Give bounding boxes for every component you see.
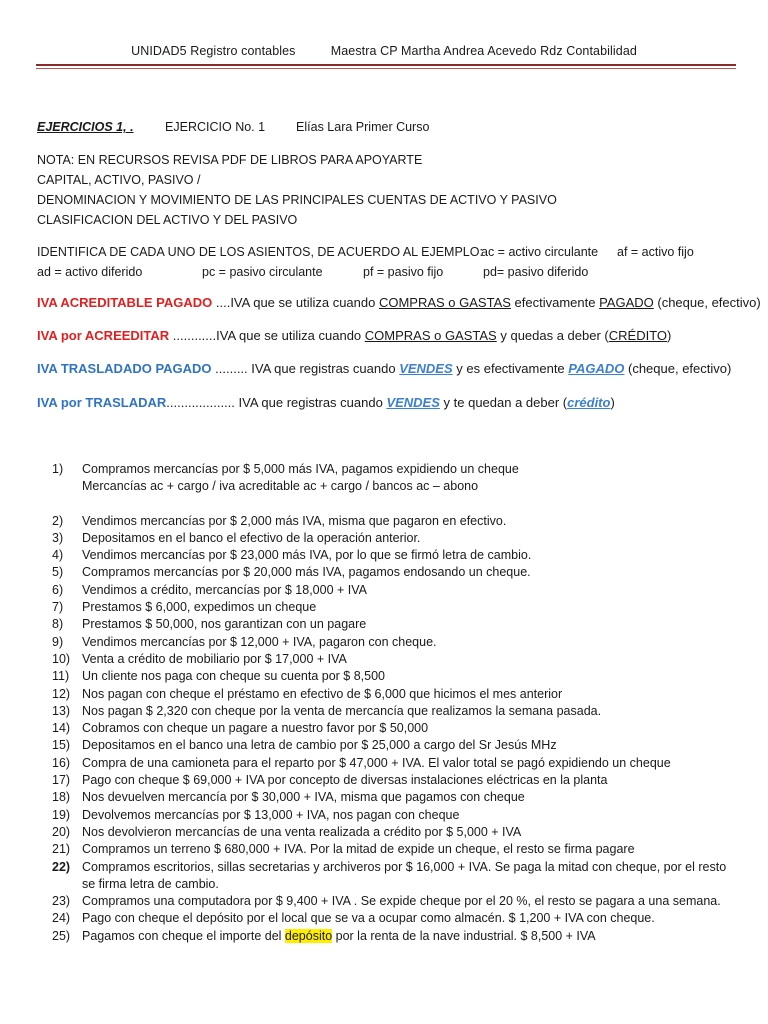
ejercicio-number: EJERCICIO No. 1 [165,120,266,134]
exercise-number: 19) [52,807,71,822]
exercise-text: Depositamos en el banco una letra de cambio por $ 25,000 a cargo del Sr Jesús MHz [82,738,557,753]
exercise-item [52,859,742,894]
exercise-item [52,807,742,824]
exercise-number: 8) [52,617,64,632]
iva-desc: ......... IVA que registras cuando [211,361,400,376]
exercise-text: Prestamos $ 6,000, expedimos un cheque [82,600,317,615]
iva-desc: ....IVA que se utiliza cuando [212,295,379,310]
exercise-item [52,461,742,496]
nota-section [37,150,738,230]
exercise-number: 22) [52,859,71,874]
iva-desc: y es efectivamente [452,361,569,376]
spacer [52,496,742,513]
exercise-text: Compramos un terreno $ 680,000 + IVA. Por la mitad de expide un cheque, el resto se firma pagare [82,842,635,857]
exercise-item [52,703,742,720]
exercise-item [52,910,742,927]
exercise-item [52,893,742,910]
exercise-number: 16) [52,755,71,770]
iva-desc: (cheque, efectivo) [624,361,732,376]
iva-label: IVA ACREDITABLE PAGADO [37,295,213,310]
exercise-text: Venta a crédito de mobiliario por $ 17,000 + IVA [82,651,347,666]
iva-por-acreditar-row [37,328,748,343]
exercise-item [52,755,742,772]
exercise-item [52,513,742,530]
iva-por-trasladar-row [37,395,748,410]
exercise-text: Vendimos mercancías por $ 12,000 + IVA, pagaron con cheque. [82,634,437,649]
iva-label: IVA por ACREEDITAR [37,328,170,343]
exercise-text: Compra de una camioneta para el reparto por $ 47,000 + IVA. El valor total se pagó expidiendo un cheque [82,755,671,770]
exercise-text: Compramos una computadora por $ 9,400 + IVA . Se expide cheque por el 20 %, el resto se pagara a una semana. [82,894,721,909]
iva-keyword: COMPRAS o GASTAS [378,295,511,310]
exercise-text: Pagamos con cheque el importe del depósito por la renta de la nave industrial. $ 8,500 + IVA [82,928,596,943]
exercise-title [37,117,738,137]
iva-keyword: VENDES [386,395,440,410]
legend-ac: ac = activo circulante [481,245,599,259]
exercise-text: Pago con cheque $ 69,000 + IVA por concepto de diversas instalaciones eléctricas en la planta [82,773,608,788]
exercise-item [52,720,742,737]
iva-keyword: VENDES [399,361,453,376]
nota-line: CLASIFICACION DEL ACTIVO Y DEL PASIVO [37,213,298,227]
exercise-text: Pago con cheque el depósito por el local que se va a ocupar como almacén. $ 1,200 + IVA con cheque. [82,911,655,926]
highlighted-word: depósito [284,928,333,943]
exercise-item [52,547,742,564]
exercise-item [52,599,742,616]
exercise-item [52,686,742,703]
iva-desc: ) [610,395,615,410]
legend-pc: pc = pasivo circulante [202,265,323,279]
exercise-number: 12) [52,686,71,701]
exercise-example: Mercancías ac + cargo / iva acreditable ac + cargo / bancos ac – abono [82,479,479,494]
exercise-item [52,772,742,789]
iva-label: IVA TRASLADADO PAGADO [37,361,212,376]
exercise-number: 7) [52,600,64,615]
exercise-text: Prestamos $ 50,000, nos garantizan con un pagare [82,617,367,632]
exercise-number: 1) [52,462,64,476]
iva-label: IVA por TRASLADAR [37,395,167,410]
exercise-text: Depositamos en el banco el efectivo de la operación anterior. [82,530,421,545]
exercise-item [52,634,742,651]
header-teacher: Maestra CP Martha Andrea Acevedo Rdz Contabilidad [330,44,637,58]
header-rule [36,64,736,66]
exercise-text: Vendimos a crédito, mercancías por $ 18,000 + IVA [82,582,367,597]
exercise-item [52,564,742,581]
exercise-text: Compramos mercancías por $ 5,000 más IVA, pagamos expidiendo un cheque Mercancías ac + cargo / iva acreditable ac + cargo / bancos ac – abono [82,461,742,496]
exercise-text: Vendimos mercancías por $ 2,000 más IVA, misma que pagaron en efectivo. [82,513,507,528]
legend-ad: ad = activo diferido [37,265,143,279]
iva-keyword: PAGADO [568,361,625,376]
iva-keyword: PAGADO [599,295,654,310]
exercise-item [52,737,742,754]
exercise-item [52,616,742,633]
nota-line: CAPITAL, ACTIVO, PASIVO / [37,173,201,187]
exercise-text: Nos pagan $ 2,320 con cheque por la venta de mercancía que realizamos la semana pasada. [82,703,602,718]
exercise-number: 9) [52,634,64,649]
exercise-text: Devolvemos mercancías por $ 13,000 + IVA, nos pagan con cheque [82,807,460,822]
ejercicios-label: EJERCICIOS 1, . [37,120,134,134]
exercise-item [52,824,742,841]
exercise-number: 6) [52,582,64,597]
exercise-item [52,530,742,547]
exercise-number: 20) [52,824,71,839]
exercise-item [52,928,742,945]
iva-keyword: CRÉDITO [608,328,668,343]
exercise-text: Nos pagan con cheque el préstamo en efectivo de $ 6,000 que hicimos el mes anterior [82,686,563,701]
header-unit: UNIDAD5 Registro contables [131,44,296,58]
exercise-item [52,582,742,599]
exercise-number: 18) [52,790,71,805]
legend-af: af = activo fijo [617,245,694,259]
exercise-text: Cobramos con cheque un pagare a nuestro favor por $ 50,000 [82,721,429,736]
nota-line: DENOMINACION Y MOVIMIENTO DE LAS PRINCIPALES CUENTAS DE ACTIVO Y PASIVO [37,193,557,207]
iva-desc: ................... IVA que registras cuando [166,395,387,410]
exercise-text: Compramos mercancías por $ 20,000 más IVA, pagamos endosando un cheque. [82,565,531,580]
exercise-number: 13) [52,703,71,718]
exercise-number: 21) [52,842,71,857]
exercise-text: Compramos escritorios, sillas secretarias y archiveros por $ 16,000 + IVA. Se paga la mitad con cheque, por el resto se firma letra de cambio. [82,859,727,891]
exercise-item [52,789,742,806]
legend-pf: pf = pasivo fijo [363,265,444,279]
exercise-number: 15) [52,738,71,753]
exercise-number: 10) [52,651,71,666]
page-header [0,44,768,58]
exercise-text: Nos devolvieron mercancías de una venta realizada a crédito por $ 5,000 + IVA [82,824,522,839]
iva-acreditable-pagado-row [37,295,761,310]
exercise-item [52,651,742,668]
exercise-number: 14) [52,721,71,736]
header-rule-thin [36,68,736,69]
iva-keyword: crédito [567,395,611,410]
author-label: Elías Lara Primer Curso [296,120,430,134]
iva-desc: y quedas a deber ( [496,328,609,343]
exercise-number: 5) [52,565,64,580]
legend-pd: pd= pasivo diferido [483,265,589,279]
exercise-number: 11) [52,669,70,684]
iva-desc: (cheque, efectivo) [653,295,761,310]
exercise-number: 3) [52,530,64,545]
exercise-number: 24) [52,911,71,926]
exercise-number: 23) [52,894,71,909]
exercise-number: 2) [52,513,64,528]
nota-line: NOTA: EN RECURSOS REVISA PDF DE LIBROS PARA APOYARTE [37,153,423,167]
iva-keyword: COMPRAS o GASTAS [364,328,497,343]
exercise-number: 25) [52,928,71,943]
iva-desc: efectivamente [510,295,600,310]
exercise-number: 4) [52,548,64,563]
exercise-list [52,461,742,945]
exercise-number: 17) [52,773,71,788]
exercise-item [52,668,742,685]
identifica-section [37,242,738,282]
iva-desc: y te quedan a deber ( [439,395,568,410]
iva-desc: ............IVA que se utiliza cuando [169,328,365,343]
exercise-text: Un cliente nos paga con cheque su cuenta por $ 8,500 [82,669,385,684]
iva-trasladado-pagado-row [37,361,748,376]
exercise-text: Vendimos mercancías por $ 23,000 más IVA, por lo que se firmó letra de cambio. [82,548,532,563]
identifica-intro: IDENTIFICA DE CADA UNO DE LOS ASIENTOS, DE ACUERDO AL EJEMPLO: [37,245,483,259]
exercise-text: Nos devuelven mercancía por $ 30,000 + IVA, misma que pagamos con cheque [82,790,525,805]
iva-desc: ) [667,328,672,343]
exercise-item [52,841,742,858]
